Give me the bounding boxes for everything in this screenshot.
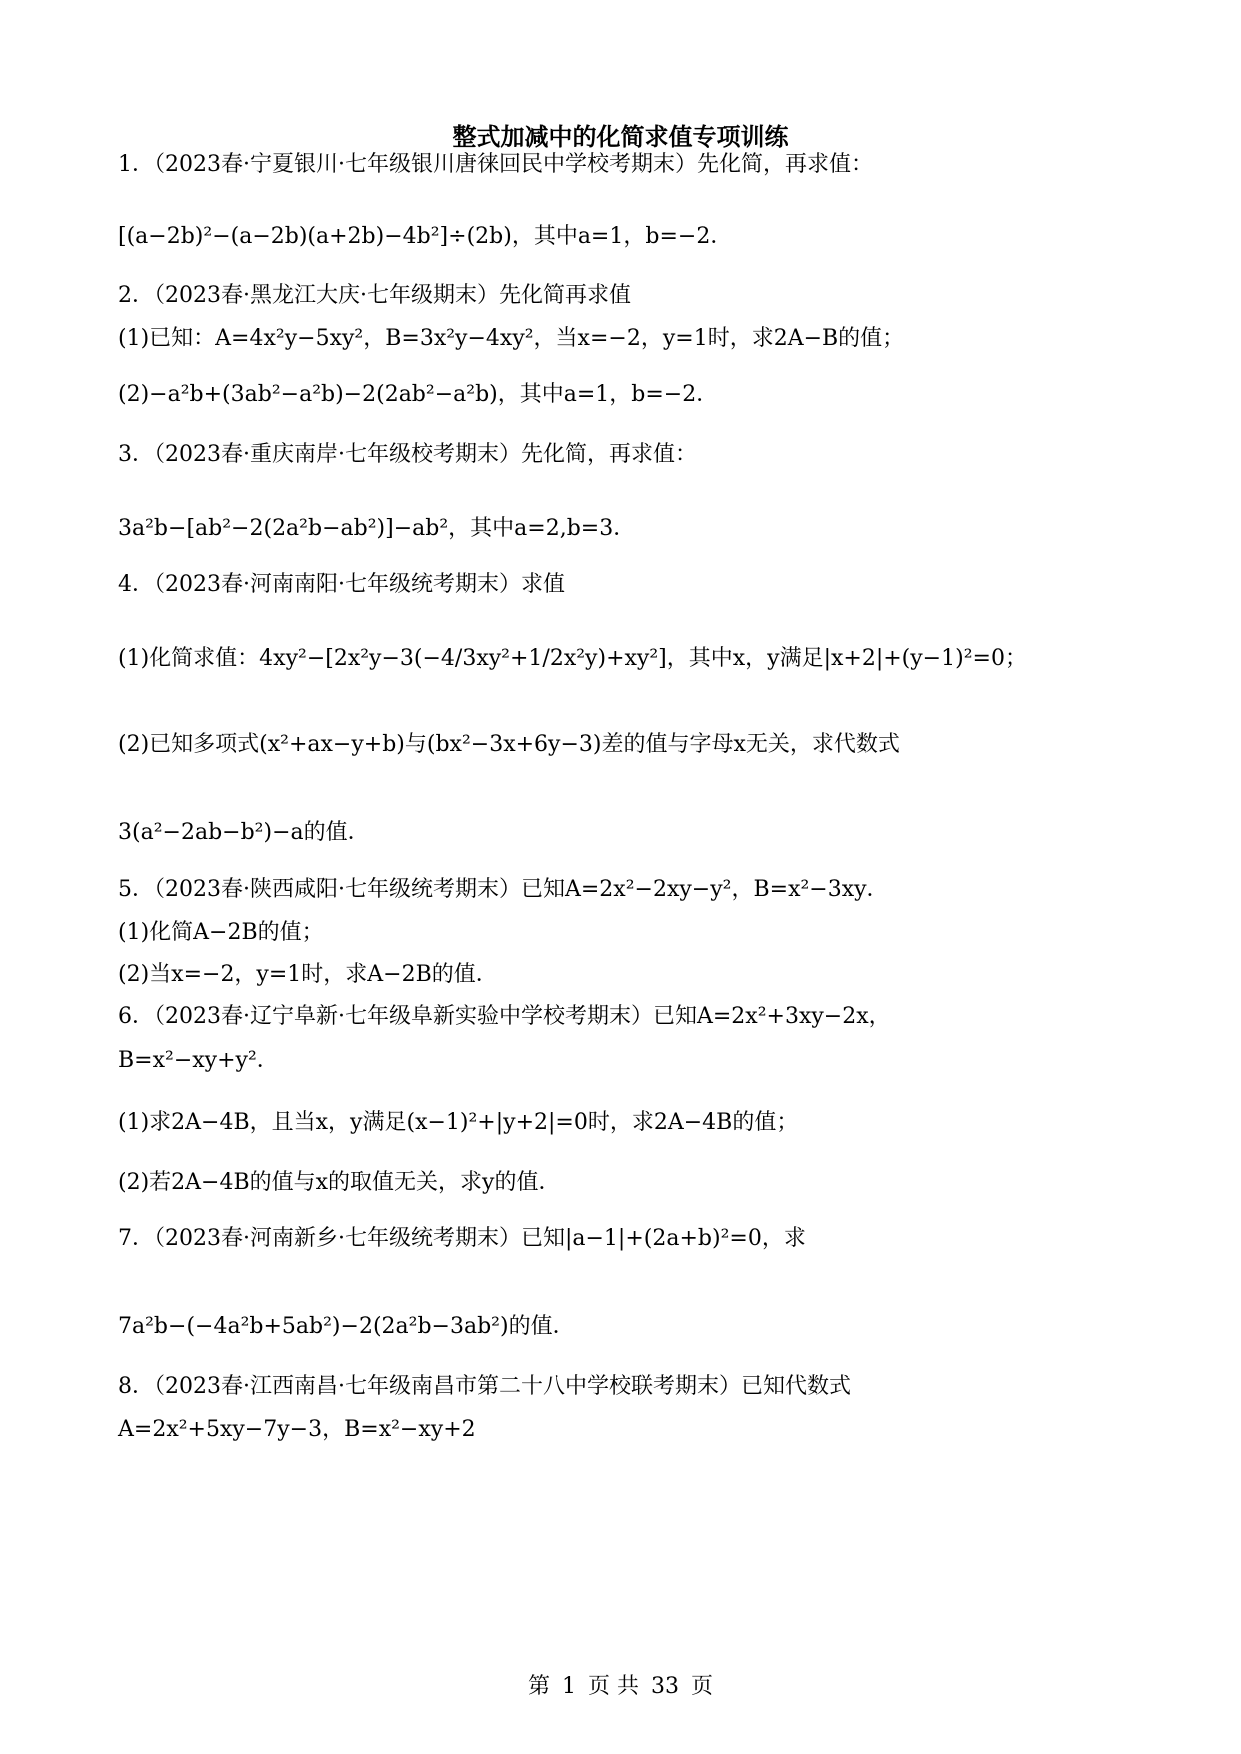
problem-3-header: 3．（2023春·重庆南岸·七年级校考期末）先化简，再求值： <box>118 442 697 467</box>
problem-7-expression: 7a²b−(−4a²b+5ab²)−2(2a²b−3ab²)的值． <box>118 1314 575 1339</box>
footer-suffix: 页 <box>691 1674 714 1699</box>
problem-2-part-2: (2)−a²b+(3ab²−a²b)−2(2ab²−a²b)，其中a=1，b=−2． <box>118 382 719 407</box>
problem-2-header: 2．（2023春·黑龙江大庆·七年级期末）先化简再求值 <box>118 283 631 308</box>
problem-5-header: 5．（2023春·陕西咸阳·七年级统考期末）已知A=2x²−2xy−y²，B=x²−3xy． <box>118 877 889 902</box>
problem-6-part-1: (1)求2A−4B，且当x，y满足(x−1)²+|y+2|=0时，求2A−4B的值； <box>118 1110 799 1135</box>
problem-5-part-1: (1)化简A−2B的值； <box>118 920 324 945</box>
problem-4-part-2: (2)已知多项式(x²+ax−y+b)与(bx²−3x+6y−3)差的值与字母x无关，求代数式 <box>118 732 900 757</box>
problem-1-expression: [(a−2b)²−(a−2b)(a+2b)−4b²]÷(2b)，其中a=1，b=−2． <box>118 224 733 249</box>
problem-8-expression: A=2x²+5xy−7y−3，B=x²−xy+2 <box>118 1417 476 1442</box>
problem-1-header: 1．（2023春·宁夏银川·七年级银川唐徕回民中学校考期末）先化简，再求值： <box>118 152 873 177</box>
page-title: 整式加减中的化简求值专项训练 <box>452 122 789 151</box>
page-footer <box>0 1672 1241 1702</box>
problem-7-header: 7．（2023春·河南新乡·七年级统考期末）已知|a−1|+(2a+b)²=0，求 <box>118 1226 806 1251</box>
problem-2-part-1: (1)已知：A=4x²y−5xy²，B=3x²y−4xy²，当x=−2，y=1时，求2A−B的值； <box>118 326 905 351</box>
problem-4-part-2-continued: 3(a²−2ab−b²)−a的值． <box>118 820 370 845</box>
problem-5-part-2: (2)当x=−2，y=1时，求A−2B的值． <box>118 962 498 987</box>
problem-3-expression: 3a²b−[ab²−2(2a²b−ab²)]−ab²，其中a=2,b=3． <box>118 516 636 541</box>
problem-4-header: 4．（2023春·河南南阳·七年级统考期末）求值 <box>118 572 565 597</box>
footer-page-number: 1 <box>562 1674 576 1699</box>
problem-6-header-continued: B=x²−xy+y²． <box>118 1048 279 1073</box>
footer-prefix: 第 <box>527 1674 550 1699</box>
problem-8-header: 8．（2023春·江西南昌·七年级南昌市第二十八中学校联考期末）已知代数式 <box>118 1374 851 1399</box>
problem-6-part-2: (2)若2A−4B的值与x的取值无关，求y的值． <box>118 1170 561 1195</box>
problem-4-part-1: (1)化简求值：4xy²−[2x²y−3(−4/3xy²+1/2x²y)+xy²]，其中x，y满足|x+2|+(y−1)²=0； <box>118 646 1027 671</box>
footer-middle: 页 共 <box>588 1674 639 1699</box>
footer-total-pages: 33 <box>651 1674 679 1699</box>
problem-6-header: 6．（2023春·辽宁阜新·七年级阜新实验中学校考期末）已知A=2x²+3xy−2x， <box>118 1004 891 1029</box>
